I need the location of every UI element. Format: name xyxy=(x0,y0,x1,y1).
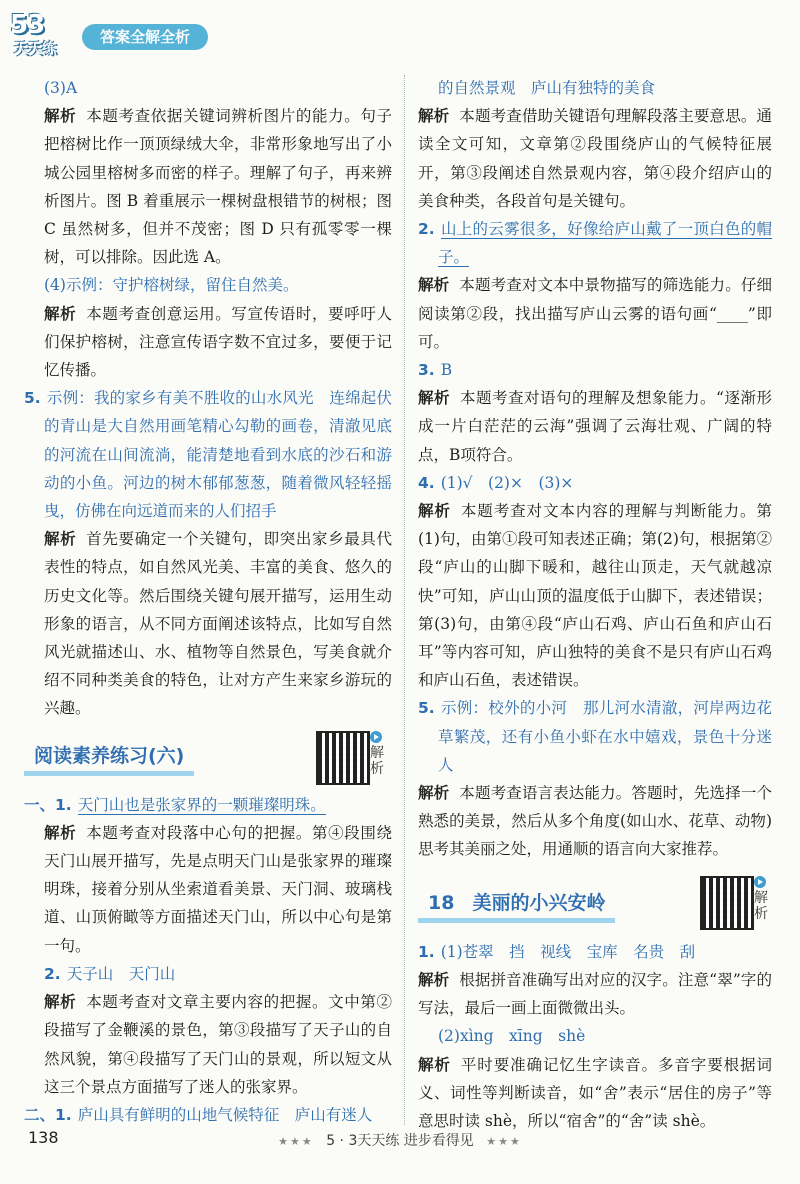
analysis-4 xyxy=(24,300,392,385)
answer-text: 天门山也是张家界的一颗璀璨明珠。 xyxy=(77,795,326,814)
analysis-3 xyxy=(24,102,392,271)
answer-text: 天子山 天门山 xyxy=(66,964,176,983)
answer-r2 xyxy=(418,215,772,271)
question-number: 一、1. xyxy=(24,795,72,814)
right-column xyxy=(418,72,772,1135)
question-number: 5. xyxy=(24,389,41,408)
answer-4: (4)示例：守护榕树绿，留住自然美。 xyxy=(44,276,299,295)
analysis-text: 本题考查语言表达能力。答题时，先选择一个熟悉的美景，然后从多个角度(如山水、花草、动物)思考其美丽之处，用通顺的语言向大家推荐。 xyxy=(418,784,772,859)
section-title: 阅读素养练习(六) xyxy=(24,741,194,776)
brand-logo xyxy=(10,10,80,60)
analysis-label: 解析 xyxy=(44,107,77,126)
answer-text: 山上的云雾很多，好像给庐山戴了一顶白色的帽子。 xyxy=(438,220,772,267)
answer-text: B xyxy=(440,361,453,380)
analysis-text: 本题考查对文本内容的理解与判断能力。第(1)句，由第①段可知表述正确；第(2)句，根据第②段“庐山的山脚下暖和，越往山顶走，天气就越凉快”可知，庐山山顶的温度低于山脚下，表述错误；第(3)句，由第④段“庐山石鸡、庐山石鱼和庐山石耳”等内容可知，庐山独特的美食不是只有庐山石鸡和庐山石鱼，表述错误。 xyxy=(418,502,772,690)
qr-code-icon[interactable] xyxy=(700,876,754,930)
play-icon xyxy=(754,876,766,888)
lesson-number: 18 xyxy=(428,891,455,914)
answer-text: (1)苍翠 挡 视线 宝库 名贵 刮 xyxy=(440,942,696,961)
answer-r4 xyxy=(418,469,772,497)
analysis-label: 解析 xyxy=(418,502,451,521)
analysis-l2 xyxy=(418,1051,772,1136)
header-pill: 答案全解全析 xyxy=(82,24,208,50)
logo-sub: 天天练 xyxy=(14,41,56,57)
question-number: 5. xyxy=(418,699,435,718)
play-icon xyxy=(370,731,382,743)
analysis-s1 xyxy=(24,819,392,960)
footer-text: 5 · 3天天练 进步看得见 xyxy=(326,1133,474,1149)
answer-text: 庐山具有鲜明的山地气候特征 庐山有迷人 xyxy=(77,1105,373,1124)
answer-5 xyxy=(24,384,392,525)
analysis-label: 解析 xyxy=(44,993,77,1012)
question-number: 2. xyxy=(44,964,61,983)
analysis-text: 本题考查借助关键语句理解段落主要意思。通读全文可知，文章第②段围绕庐山的气候特征展开，第③段阐述自然景观内容，第④段介绍庐山的美食种类，各段首句是关键句。 xyxy=(418,107,772,210)
answer-text: 示例：校外的小河 那儿河水清澈，河岸两边花草繁茂，还有小鱼小虾在水中嬉戏，景色十分迷人 xyxy=(438,699,772,774)
answer-r5 xyxy=(418,694,772,779)
analysis-label: 解析 xyxy=(418,107,450,126)
lesson-header xyxy=(418,884,772,928)
question-number: 二、1. xyxy=(24,1105,72,1124)
analysis-text: 本题考查对文章主要内容的把握。文中第②段描写了金鞭溪的景色，第③段描写了天子山的自然风貌，第④段描写了天门山的景观，所以短文从这三个景点方面描写了迷人的张家界。 xyxy=(44,993,392,1096)
analysis-r4 xyxy=(418,497,772,694)
analysis-5 xyxy=(24,525,392,722)
page-header xyxy=(10,10,310,56)
section-header xyxy=(24,737,392,781)
answer-s3 xyxy=(24,1101,392,1129)
page-number: 138 xyxy=(28,1128,59,1147)
left-column xyxy=(24,72,392,1129)
analysis-text: 本题考查对段落中心句的把握。第④段围绕天门山展开描写，先是点明天门山是张家界的璀璨明珠，接着分别从坐索道看美景、天门洞、玻璃栈道、山顶俯瞰等方面描述天门山，所以中心句是第一句。 xyxy=(44,823,392,955)
analysis-text: 平时要准确记忆生字读音。多音字要根据词义、词性等判断读音，如“舍”表示“居住的房子”等意思时读 shè，所以“宿舍”的“舍”读 shè。 xyxy=(418,1055,772,1130)
analysis-label: 解析 xyxy=(44,823,77,842)
logo-main: 53 xyxy=(10,10,45,40)
answer-s2 xyxy=(24,960,392,988)
analysis-text: 本题考查对语句的理解及想象能力。“逐渐形成一片白茫茫的云海”强调了云海壮观、广阔的特点，B项符合。 xyxy=(418,389,772,464)
answer-r0: 的自然景观 庐山有独特的美食 xyxy=(438,79,656,97)
analysis-text: 本题考查对文本中景物描写的筛选能力。仔细阅读第②段，找出描写庐山云雾的语句画“____”即可。 xyxy=(418,276,772,351)
footer-slogan xyxy=(0,1130,800,1150)
analysis-label: 解析 xyxy=(418,1055,451,1074)
column-divider xyxy=(404,75,405,1125)
answer-3: (3)A xyxy=(44,79,78,97)
analysis-r2 xyxy=(418,271,772,356)
question-number: 2. xyxy=(418,220,435,239)
analysis-s2 xyxy=(24,988,392,1101)
lesson-title-text: 美丽的小兴安岭 xyxy=(472,891,606,914)
analysis-r3 xyxy=(418,384,772,469)
analysis-label: 解析 xyxy=(44,530,77,549)
question-number: 1. xyxy=(418,942,435,961)
analysis-r0 xyxy=(418,102,772,215)
analysis-text: 本题考查创意运用。写宣传语时，要呼吁人们保护榕树，注意宣传语字数不宜过多，要便于记忆传播。 xyxy=(44,304,392,380)
analysis-label: 解析 xyxy=(418,784,450,803)
qr-label: 解析 xyxy=(370,744,384,777)
question-number: 4. xyxy=(418,473,435,492)
stars-right: ★★★ xyxy=(486,1135,522,1148)
analysis-l1 xyxy=(418,966,772,1022)
answer-l1 xyxy=(418,938,772,966)
lesson-title xyxy=(418,888,615,923)
analysis-text: 本题考查依据关键词辨析图片的能力。句子把榕树比作一顶顶绿绒大伞，非常形象地写出了小城公园里榕树多而密的样子。理解了句子，再来辨析图片。图 B 着重展示一棵树盘根错节的树根；图 C 虽然树多，但并不茂密；图 D 只有孤零零一棵树，可以排除。因此选 A。 xyxy=(44,107,392,267)
analysis-text: 首先要确定一个关键句，即突出家乡最具代表性的特点，如自然风光美、丰富的美食、悠久的历史文化等。然后围绕关键句展开描写，运用生动形象的语言，从不同方面阐述该特点，比如写自然风光就描述山、水、植物等自然景色，写美食就介绍不同种类美食的特色，让对方产生来家乡游玩的兴趣。 xyxy=(44,530,392,718)
answer-r3 xyxy=(418,356,772,384)
answer-s1 xyxy=(24,791,392,819)
analysis-label: 解析 xyxy=(418,970,450,989)
analysis-label: 解析 xyxy=(418,276,450,295)
analysis-label: 解析 xyxy=(44,304,77,323)
qr-label: 解析 xyxy=(754,889,768,922)
answer-l2: (2)xìng xīng shè xyxy=(438,1027,586,1046)
answer-text: 示例：我的家乡有美不胜收的山水风光 连绵起伏的青山是大自然用画笔精心勾勒的画卷，清澈见底的河流在山间流淌，能清楚地看到水底的沙石和游动的小鱼。河边的树木郁郁葱葱，随着微风轻轻摇曳，仿佛在向远道而来的人们招手 xyxy=(44,389,392,521)
analysis-text: 根据拼音准确写出对应的汉字。注意“翠”字的写法，最后一画上面微微出头。 xyxy=(418,970,772,1018)
analysis-r5 xyxy=(418,779,772,864)
stars-left: ★★★ xyxy=(278,1135,314,1148)
qr-code-icon[interactable] xyxy=(316,731,370,785)
analysis-label: 解析 xyxy=(418,389,451,408)
answer-text: (1)√ (2)× (3)× xyxy=(440,473,574,492)
question-number: 3. xyxy=(418,361,435,380)
